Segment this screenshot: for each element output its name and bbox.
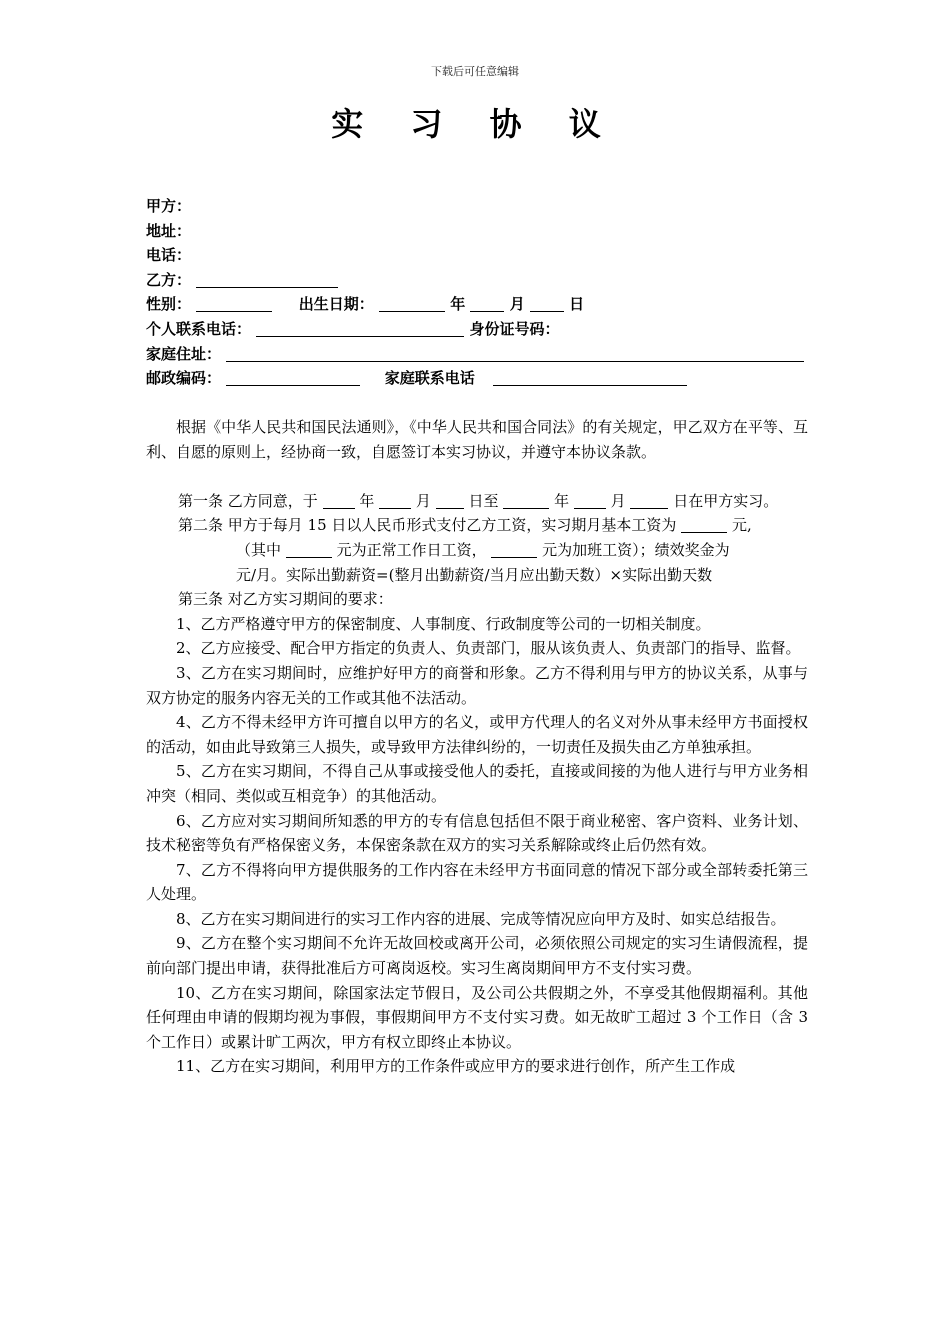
clause-7: 7、乙方不得将向甲方提供服务的工作内容在未经甲方书面同意的情况下部分或全部转委托第三人处理。 [146, 860, 808, 904]
start-day-label: 日至 [468, 491, 499, 510]
overtime-salary-blank[interactable] [491, 541, 537, 558]
gender-birth-row [146, 292, 826, 317]
intro-paragraph: 根据《中华人民共和国民法通则》，《中华人民共和国合同法》的有关规定，甲乙双方在平等、互利、自愿的原则上，经协商一致，自愿签订本实习协议，并遵守本协议条款。 [146, 418, 808, 461]
clause-4: 4、乙方不得未经甲方许可擅自以甲方的名义，或甲方代理人的名义对外从事未经甲方书面授权的活动，如由此导致第三人损失，或导致甲方法律纠纷的，一切责任及损失由乙方单独承担。 [146, 713, 808, 756]
article-2-line-1 [146, 513, 808, 538]
birth-month-label: 月 [509, 295, 525, 314]
article-3-title: 第三条 对乙方实习期间的要求： [178, 590, 393, 609]
start-month-blank[interactable] [379, 492, 411, 509]
clause-6: 6、乙方应对实习期间所知悉的甲方的专有信息包括但不限于商业秘密、客户资料、业务计划、技术秘密等负有严格保密义务，本保密条款在双方的实习关系解除或终止后仍然有效。 [146, 811, 808, 855]
end-year-label: 年 [554, 491, 570, 510]
home-phone-blank[interactable] [493, 369, 687, 386]
article-2-text: 第二条 甲方于每月 15 日以人民币形式支付乙方工资，实习期月基本工资为 [178, 516, 677, 535]
address-label: 地址： [146, 221, 192, 240]
party-b-blank[interactable] [196, 271, 338, 288]
personal-phone-row [146, 317, 826, 342]
gender-label: 性别： [146, 295, 192, 314]
article-1 [146, 489, 808, 514]
end-day-blank[interactable] [630, 492, 668, 509]
end-year-blank[interactable] [503, 492, 549, 509]
article-2-unit: 元, [731, 516, 752, 535]
home-address-row [146, 342, 826, 367]
end-month-label: 月 [610, 491, 626, 510]
party-b-label: 乙方： [146, 270, 192, 289]
header-note: 下载后可任意编辑 [431, 65, 519, 78]
agreement-body [146, 415, 808, 1079]
birth-month-blank[interactable] [470, 295, 504, 312]
article-2-line-2 [146, 538, 808, 563]
home-address-label: 家庭住址： [146, 344, 222, 363]
party-a-label: 甲方： [146, 197, 192, 215]
article-2-line-3: 元/月。实际出勤薪资=(整月出勤薪资/当月应出勤天数）×实际出勤天数 [236, 565, 713, 584]
personal-phone-label: 个人联系电话： [146, 319, 252, 338]
party-a-row [146, 194, 826, 219]
article-2-line-2-b: 元为正常工作日工资， [336, 540, 487, 559]
birth-date-label: 出生日期： [298, 295, 374, 314]
postal-code-label: 邮政编码： [146, 369, 222, 388]
clause-3: 3、乙方在实习期间时，应维护好甲方的商誉和形象。乙方不得利用与甲方的协议关系，从事与双方协定的服务内容无关的工作或其他不法活动。 [146, 663, 808, 707]
clause-2: 2、乙方应接受、配合甲方指定的负责人、负责部门，服从该负责人、负责部门的指导、监督。 [176, 639, 801, 658]
clause-9: 9、乙方在整个实习期间不允许无故回校或离开公司，必须依照公司规定的实习生请假流程，提前向部门提出申请，获得批准后方可离岗返校。实习生离岗期间甲方不支付实习费。 [146, 934, 808, 978]
phone-row [146, 243, 826, 268]
party-b-row [146, 268, 826, 293]
clause-5: 5、乙方在实习期间，不得自己从事或接受他人的委托，直接或间接的为他人进行与甲方业务相冲突（相同、类似或互相竞争）的其他活动。 [146, 762, 808, 805]
article-2-line-2-a: （其中 [236, 540, 282, 559]
birth-day-blank[interactable] [530, 295, 564, 312]
document-title: 实 习 协 议 [331, 105, 619, 143]
start-year-blank[interactable] [323, 492, 355, 509]
base-salary-blank[interactable] [681, 516, 727, 533]
phone-label: 电话： [146, 246, 192, 265]
start-day-blank[interactable] [436, 492, 464, 509]
article-2-line-2-c: 元为加班工资）；绩效奖金为 [542, 540, 730, 559]
birth-year-blank[interactable] [379, 295, 445, 312]
clause-1: 1、乙方严格遵守甲方的保密制度、人事制度、行政制度等公司的一切相关制度。 [176, 614, 711, 633]
end-day-label: 日在甲方实习。 [673, 491, 779, 510]
end-month-blank[interactable] [574, 492, 606, 509]
clause-8: 8、乙方在实习期间进行的实习工作内容的进展、完成等情况应向甲方及时、如实总结报告。 [176, 909, 786, 928]
postal-row [146, 366, 826, 391]
home-address-blank[interactable] [226, 345, 804, 362]
clause-11: 11、乙方在实习期间，利用甲方的工作条件或应甲方的要求进行创作，所产生工作成 [176, 1057, 736, 1076]
start-year-label: 年 [359, 491, 375, 510]
start-month-label: 月 [415, 491, 431, 510]
birth-day-label: 日 [569, 295, 585, 314]
birth-year-label: 年 [450, 295, 466, 314]
personal-phone-blank[interactable] [256, 320, 464, 337]
home-phone-label: 家庭联系电话 [384, 369, 475, 388]
clause-10: 10、乙方在实习期间，除国家法定节假日，及公司公共假期之外，不享受其他假期福利。其他任何理由申请的假期均视为事假，事假期间甲方不支付实习费。如无故旷工超过 3 个工作日（含 3 个工作日）或累计旷工两次，甲方有权立即终止本协议。 [146, 983, 808, 1051]
gender-blank[interactable] [196, 295, 272, 312]
party-info-section [146, 194, 826, 391]
id-number-label: 身份证号码： [469, 319, 560, 338]
regular-salary-blank[interactable] [286, 541, 332, 558]
article-1-prefix: 第一条 乙方同意，于 [178, 491, 318, 510]
address-row [146, 219, 826, 244]
postal-code-blank[interactable] [226, 369, 360, 386]
